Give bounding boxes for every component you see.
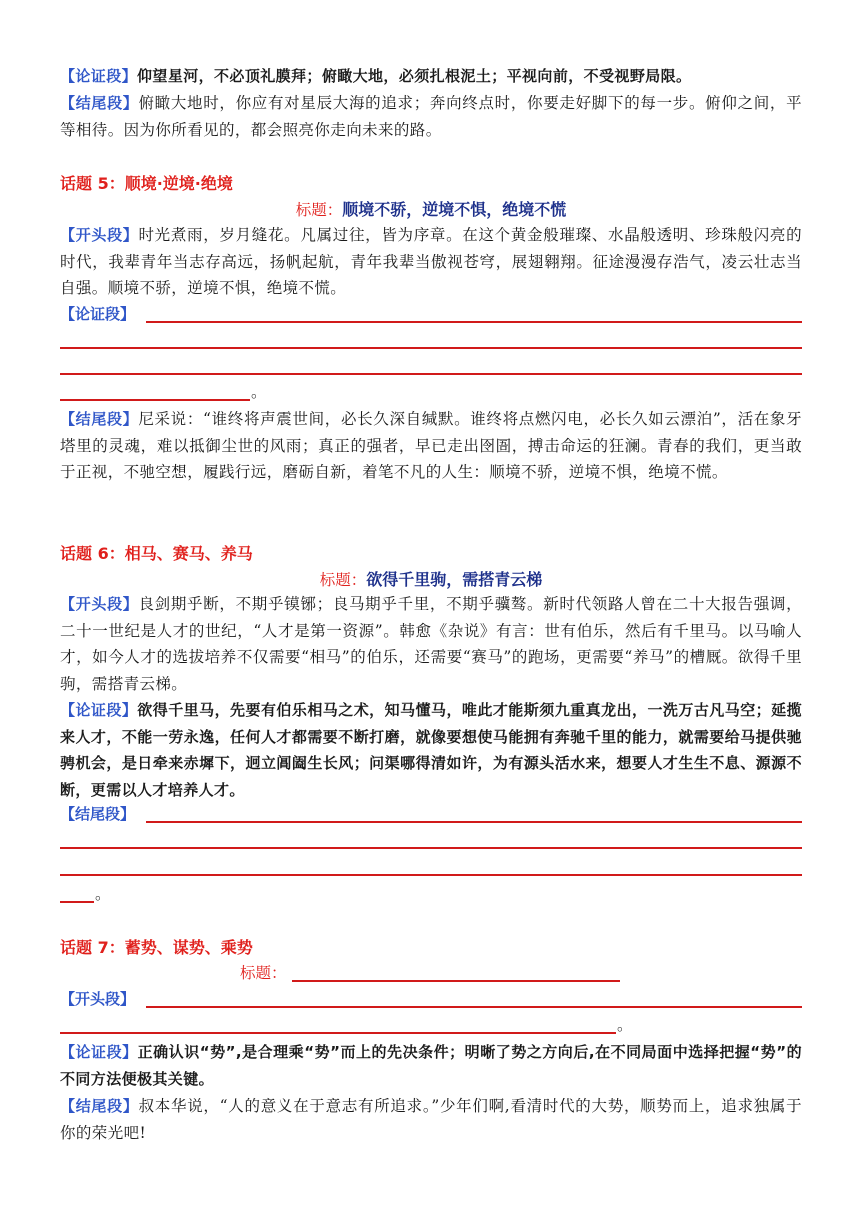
argument-label: 【论证段】: [60, 67, 138, 85]
top-argument-paragraph: [60, 63, 802, 90]
topic6-ending-blank-line-4[interactable]: [60, 901, 94, 903]
ending-label: 【结尾段】: [60, 410, 139, 428]
opening-label: 【开头段】: [60, 990, 136, 1008]
ending-text: 叔本华说，“人的意义在于意志有所追求。”少年们啊,看清时代的大势，顺势而上，追求独属于你的荣光吧!: [60, 1097, 802, 1142]
topic6-ending-label: [60, 803, 135, 824]
topic6-argument-paragraph: [60, 697, 802, 803]
argument-label: 【论证段】: [60, 701, 138, 719]
opening-text: 良剑期乎断，不期乎镆铘；良马期乎千里，不期乎骥骜。新时代领路人曾在二十大报告强调，二十一世纪是人才的世纪，“人才是第一资源”。韩愈《杂说》有言：世有伯乐，然后有千里马。以马喻人才，如今人才的选拔培养不仅需要“相马”的伯乐，还需要“赛马”的跑场，更需要“养马”的槽厩。欲得千里驹，需搭青云梯。: [60, 595, 802, 693]
topic6-heading: [60, 541, 253, 564]
opening-label: 【开头段】: [60, 226, 139, 244]
ending-label: 【结尾段】: [60, 94, 139, 112]
topic5-title-line: [60, 197, 802, 220]
topic5-opening-paragraph: [60, 222, 802, 302]
argument-text: 正确认识“势”,是合理乘“势”而上的先决条件；明晰了势之方向后,在不同局面中选择把握“势”的不同方法便极其关键。: [60, 1043, 802, 1088]
topic5-title: 顺境不骄，逆境不惧，绝境不慌: [342, 200, 567, 219]
topic6-ending-blank-line-3[interactable]: [60, 874, 802, 876]
ending-text: 俯瞰大地时，你应有对星辰大海的追求；奔向终点时，你要走好脚下的每一步。俯仰之间，平等相待。因为你所看见的，都会照亮你走向未来的路。: [60, 94, 802, 139]
topic7-opening-period: 。: [617, 1016, 633, 1034]
topic6-opening-paragraph: [60, 591, 802, 697]
topic7-opening-label: [60, 988, 135, 1009]
argument-label: 【论证段】: [60, 305, 136, 323]
topic5-argument-blank-line-1[interactable]: [146, 321, 802, 323]
topic5-argument-period: 。: [251, 383, 267, 401]
topic5-argument-blank-line-4[interactable]: [60, 399, 250, 401]
topic5-argument-label: [60, 303, 135, 324]
topic6-heading-text: 话题 6：相马、赛马、养马: [60, 544, 253, 563]
topic6-ending-blank-line-2[interactable]: [60, 847, 802, 849]
topic5-ending-paragraph: [60, 406, 802, 486]
topic7-title-label-wrap: [240, 961, 287, 983]
topic6-title-line: [60, 567, 802, 590]
topic7-title-blank-line[interactable]: [292, 980, 620, 982]
top-ending-paragraph: [60, 90, 802, 143]
ending-text: 尼采说：“谁终将声震世间，必长久深自缄默。谁终将点燃闪电，必长久如云漂泊”，活在象牙塔里的灵魂，难以抵御尘世的风雨；真正的强者，早已走出囹圄，搏击命运的狂澜。青春的我们，更当敢于正视，不驰空想，履践行远，磨砺自新，着笔不凡的人生：顺境不骄，逆境不惧，绝境不慌。: [60, 410, 802, 481]
topic7-argument-paragraph: [60, 1039, 802, 1092]
topic7-opening-blank-line-2[interactable]: [60, 1032, 616, 1034]
argument-text: 欲得千里马，先要有伯乐相马之术，知马懂马，唯此才能斯须九重真龙出，一洗万古凡马空；延揽来人才，不能一劳永逸，任何人才都需要不断打磨，就像要想使马能拥有奔驰千里的能力，就需要给马提供驰骋机会，是日牵来赤墀下，迥立阊阖生长风；问渠哪得清如许，为有源头活水来，想要人才生生不息、源源不断，更需以人才培养人才。: [60, 701, 802, 799]
topic5-heading: [60, 171, 233, 194]
topic6-ending-blank-line-1[interactable]: [146, 821, 802, 823]
topic7-ending-paragraph: [60, 1093, 802, 1146]
title-label: 标题：: [240, 964, 287, 982]
topic5-heading-text: 话题 5：顺境·逆境·绝境: [60, 174, 233, 193]
argument-label: 【论证段】: [60, 1043, 138, 1061]
title-label: 标题：: [319, 571, 367, 589]
topic7-opening-blank-line-1[interactable]: [146, 1006, 802, 1008]
argument-text: 仰望星河，不必顶礼膜拜；俯瞰大地，必须扎根泥土；平视向前，不受视野局限。: [137, 67, 692, 85]
opening-text: 时光煮雨，岁月缝花。凡属过往，皆为序章。在这个黄金般璀璨、水晶般透明、珍珠般闪亮的时代，我辈青年当志存高远，扬帆起航，青年我辈当傲视苍穹，展翅翱翔。征途漫漫存浩气，凌云壮志当自强。顺境不骄，逆境不惧，绝境不慌。: [60, 226, 802, 297]
opening-label: 【开头段】: [60, 595, 139, 613]
topic5-argument-blank-line-2[interactable]: [60, 347, 802, 349]
title-label: 标题：: [295, 201, 343, 219]
topic6-ending-period: 。: [95, 885, 111, 903]
topic7-heading: [60, 935, 253, 958]
ending-label: 【结尾段】: [60, 1097, 139, 1115]
topic6-title: 欲得千里驹，需搭青云梯: [366, 570, 543, 589]
topic5-argument-blank-line-3[interactable]: [60, 373, 802, 375]
topic7-heading-text: 话题 7：蓄势、谋势、乘势: [60, 938, 253, 957]
ending-label: 【结尾段】: [60, 805, 136, 823]
